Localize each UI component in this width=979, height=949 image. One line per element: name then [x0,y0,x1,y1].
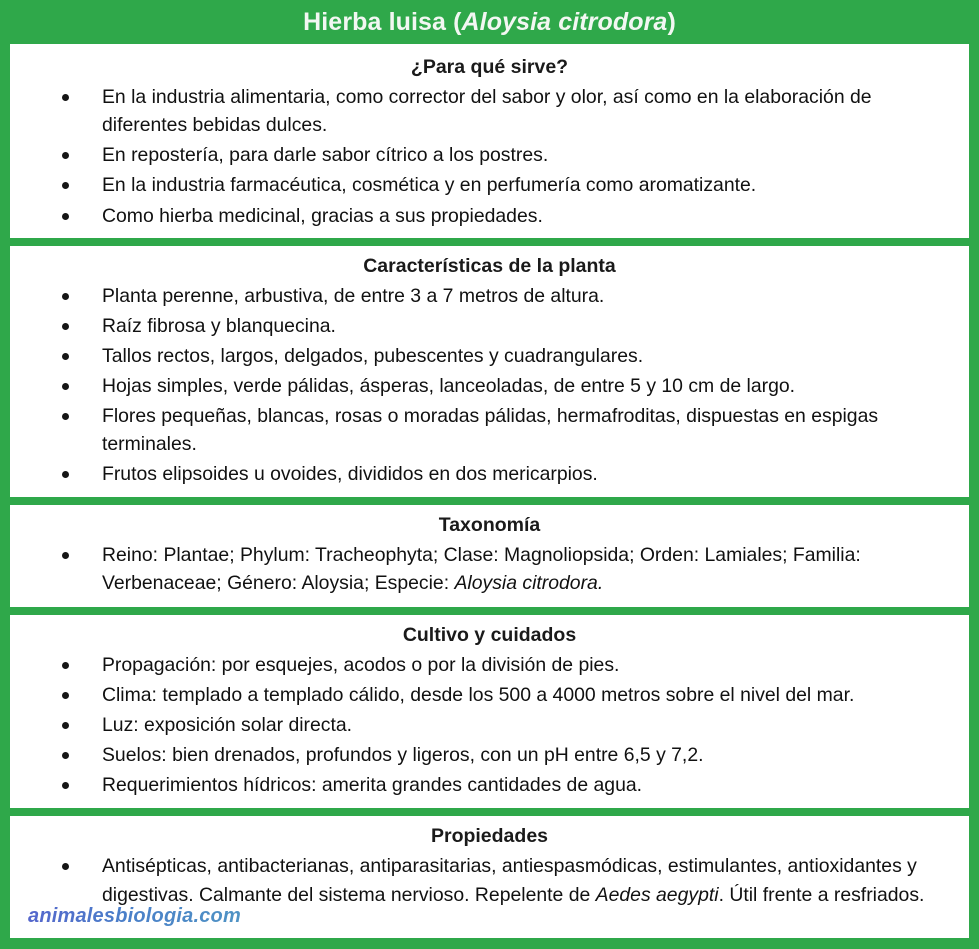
list-item-text: Antisépticas, antibacterianas, antiparasitarias, antiespasmódicas, estimulantes, antioxidantes y digestivas. Calmante del sistema nervioso. Repelente de [102,855,917,906]
bullet-list-taxonomia [10,541,969,607]
section-title-taxonomia: Taxonomía [438,513,541,536]
section-divider [0,808,979,816]
section-divider [0,607,979,615]
list-item-text: En la industria alimentaria, como corrector del sabor y olor, así como en la elaboración de diferentes bebidas dulces. [102,86,872,137]
list-item [10,541,955,597]
list-item [10,342,955,370]
list-item [10,402,955,458]
list-item-text: Clima: templado a templado cálido, desde los 500 a 4000 metros sobre el nivel del mar. [102,683,855,706]
list-item-scientific-name: Aloysia citrodora. [454,571,604,594]
list-item [10,141,955,169]
card-header [0,0,979,47]
list-item [10,171,955,199]
section-title-para-que-sirve: ¿Para qué sirve? [410,56,569,78]
list-item [10,282,955,310]
section-para-que-sirve [10,47,969,238]
bullet-list-caracteristicas [10,282,969,497]
section-caracteristicas [10,246,969,497]
list-item-text: Tallos rectos, largos, delgados, pubescentes y cuadrangulares. [102,344,644,367]
list-item-text: Luz: exposición solar directa. [102,714,353,736]
page-title-paren-close: ) [667,7,676,36]
list-item [10,83,955,139]
list-item [10,681,955,709]
bullet-list-para-que-sirve [10,83,969,238]
list-item [10,852,955,908]
list-item-text: Raíz fibrosa y blanquecina. [102,314,336,337]
list-item [10,372,955,400]
list-item-text: Reino: Plantae; Phylum: Tracheophyta; Clase: Magnoliopsida; Orden: Lamiales; Familia: Verbenaceae; Género: Aloysia; Especie: [102,543,861,594]
list-item-text-tail: . Útil frente a resfriados. [718,883,925,906]
list-item [10,202,955,230]
list-item-scientific-name: Aedes aegypti [595,883,719,906]
list-item-text: Como hierba medicinal, gracias a sus propiedades. [102,204,543,227]
list-item [10,741,955,769]
section-title-propiedades: Propiedades [430,825,549,848]
list-item [10,312,955,340]
list-item-text: En la industria farmacéutica, cosmética y en perfumería como aromatizante. [102,174,757,197]
list-item [10,711,955,739]
section-title-caracteristicas: Características de la planta [363,254,616,277]
section-cultivo-y-cuidados [10,615,969,809]
list-item [10,460,955,488]
section-taxonomia [10,505,969,607]
list-item-text: Planta perenne, arbustiva, de entre 3 a 7 metros de altura. [102,284,605,307]
page-title [303,7,676,36]
list-item-text: Frutos elipsoides u ovoides, divididos en dos mericarpios. [102,463,598,486]
section-title-cultivo-y-cuidados: Cultivo y cuidados [402,623,577,646]
section-divider [0,497,979,505]
list-item-text: En repostería, para darle sabor cítrico a los postres. [102,144,549,167]
page-title-scientific-name: Aloysia citrodora [461,7,668,36]
page-title-common-name: Hierba luisa ( [303,7,462,36]
list-item [10,771,955,799]
bullet-list-cultivo-y-cuidados [10,651,969,809]
list-item [10,651,955,679]
section-propiedades [10,816,969,914]
list-item-text: Flores pequeñas, blancas, rosas o moradas pálidas, hermafroditas, dispuestas en espigas terminales. [102,405,879,456]
list-item-text: Suelos: bien drenados, profundos y ligeros, con un pH entre 6,5 y 7,2. [102,744,704,767]
list-item-text: Hojas simples, verde pálidas, ásperas, lanceoladas, de entre 5 y 10 cm de largo. [102,375,796,397]
list-item-text: Propagación: por esquejes, acodos o por la división de pies. [102,653,620,676]
list-item-text: Requerimientos hídricos: amerita grandes cantidades de agua. [102,774,643,797]
section-divider [0,238,979,246]
site-watermark: animalesbiologia.com [28,905,241,927]
